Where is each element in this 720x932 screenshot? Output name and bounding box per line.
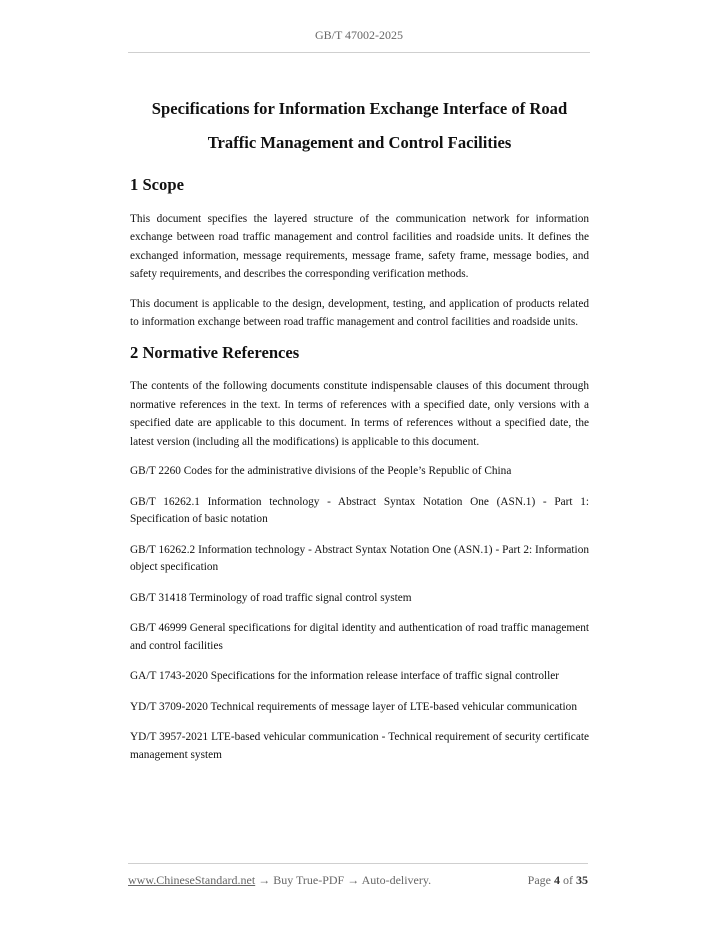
reference-item: GB/T 2260 Codes for the administrative divisions of the People’s Republic of China	[130, 465, 512, 478]
reference-item: GB/T 16262.1 Information technology - Abstract Syntax Notation One (ASN.1) - Part 1: Specification of basic notation	[130, 495, 589, 526]
page-footer	[128, 863, 588, 888]
reference-list	[130, 463, 589, 764]
page-header	[128, 28, 590, 53]
page-current: 4	[554, 873, 560, 887]
page-of-label: of	[563, 873, 573, 887]
reference-item: GA/T 1743-2020 Specifications for the information release interface of traffic signal controller	[130, 670, 560, 683]
document-title-line-2: Traffic Management and Control Facilities	[207, 133, 512, 152]
footer-promo-text: → Buy True-PDF → Auto-delivery.	[255, 873, 432, 887]
document-title	[130, 92, 589, 160]
reference-item: YD/T 3957-2021 LTE-based vehicular communication - Technical requirement of security certificate management system	[130, 731, 589, 761]
scope-paragraph: This document specifies the layered structure of the communication network for information exchange between road traffic management and control facilities and roadside units. It defines the exchanged information, message requirements, message frame, safety frame, message bodies, and safety requirements, and describes the corresponding verification methods.	[130, 213, 589, 281]
scope-paragraph: This document is applicable to the design, development, testing, and application of products related to information exchange between road traffic management and control facilities and roadside units.	[130, 297, 589, 329]
reference-item: YD/T 3709-2020 Technical requirements of message layer of LTE-based vehicular communication	[130, 700, 577, 713]
document-code: GB/T 47002-2025	[314, 28, 404, 42]
section-heading-scope: 1 Scope	[130, 175, 184, 194]
normative-intro-paragraph: The contents of the following documents constitute indispensable clauses of this document through normative references in the text. In terms of references with a specified date, only versions with a specified date are applicable to this document. In terms of references without a specified date, the latest version (including all the modifications) is applicable to this document.	[130, 380, 589, 448]
page-total: 35	[576, 873, 588, 887]
reference-item: GB/T 31418 Terminology of road traffic signal control system	[130, 591, 412, 604]
footer-site-link[interactable]: www.ChineseStandard.net	[128, 873, 256, 887]
reference-item: GB/T 46999 General specifications for digital identity and authentication of road traffic management and control facilities	[130, 622, 589, 652]
document-title-line-1: Specifications for Information Exchange Interface of Road	[151, 99, 568, 118]
page-label: Page	[527, 873, 551, 887]
document-body	[130, 92, 589, 764]
section-heading-normative-references: 2 Normative References	[130, 343, 300, 363]
footer-left	[128, 873, 431, 888]
page-indicator	[528, 873, 588, 888]
reference-item: GB/T 16262.2 Information technology - Abstract Syntax Notation One (ASN.1) - Part 2: Information object specification	[130, 543, 589, 574]
